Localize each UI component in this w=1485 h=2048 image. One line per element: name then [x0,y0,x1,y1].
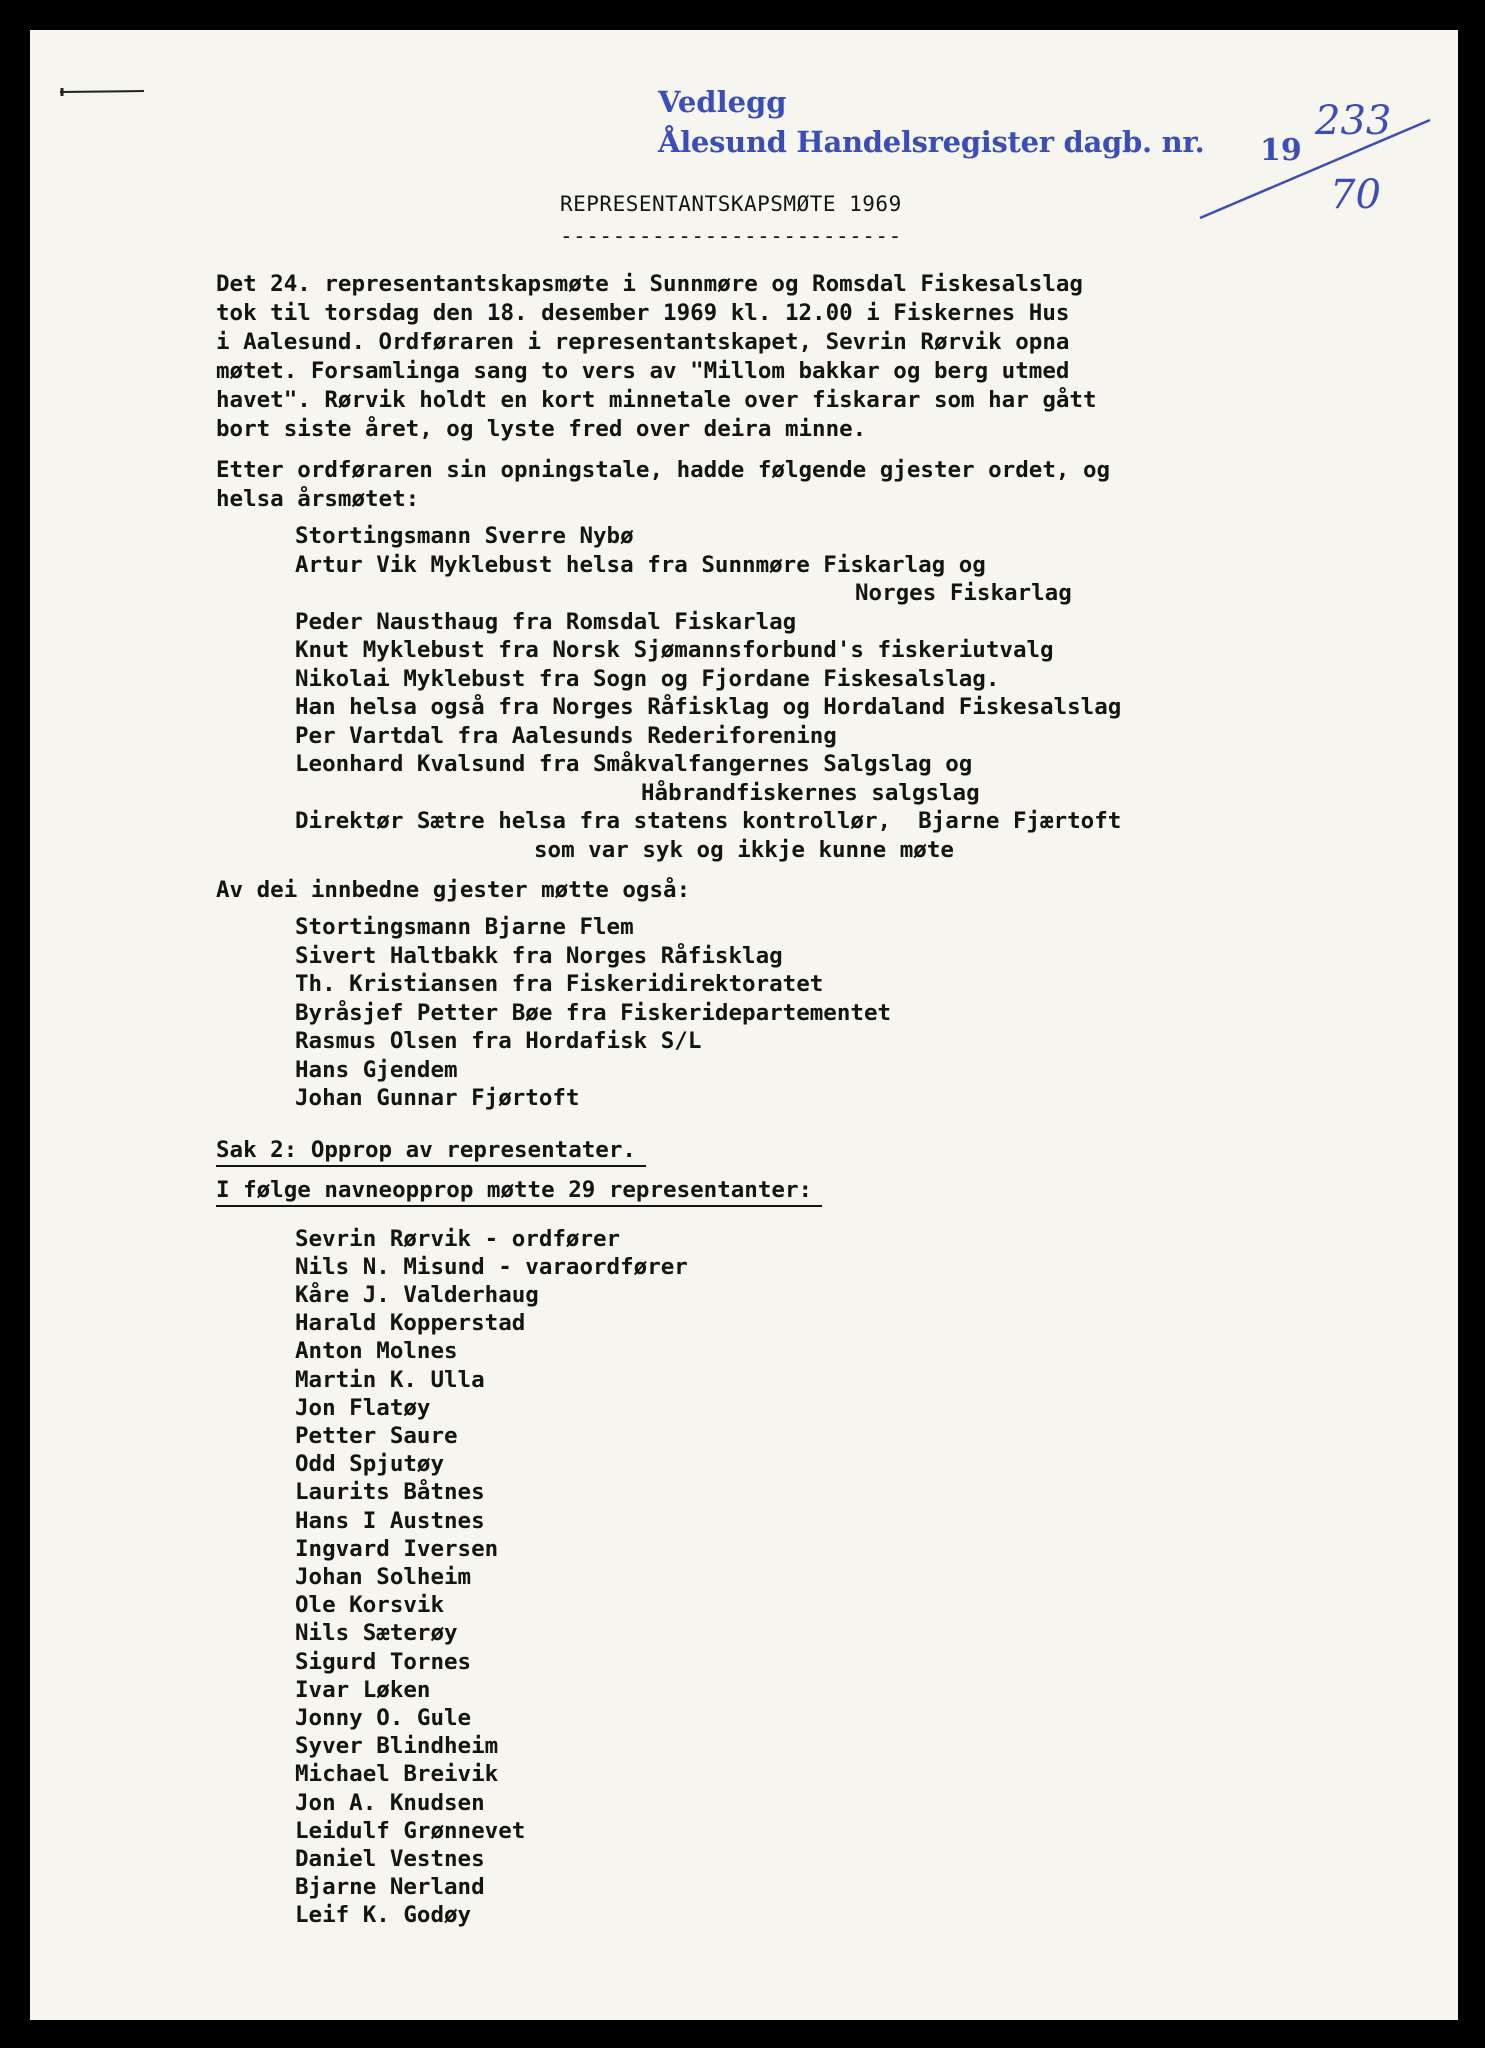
list-item: Nils Sæterøy [295,1620,458,1647]
document-title: REPRESENTANTSKAPSMØTE 1969 [560,192,902,216]
list-item: Th. Kristiansen fra Fiskeridirektoratet [295,971,824,997]
list-item: Byråsjef Petter Bøe fra Fiskeridepartementet [295,999,892,1026]
text-line: Etter ordføraren sin opningstale, hadde følgende gjester ordet, og [216,457,1111,483]
list-item: Stortingsmann Bjarne Flem [295,914,634,940]
registry-stamp [658,82,1204,162]
handwritten-journal-number [1180,68,1440,228]
list-item: Ingvard Iversen [295,1535,499,1562]
list-item: Sivert Haltbakk fra Norges Råfisklag [295,942,783,969]
list-item: Petter Saure [295,1422,458,1449]
list-item: Rasmus Olsen fra Hordafisk S/L [295,1028,702,1054]
list-item: Michael Breivik [295,1761,499,1788]
list-item: Daniel Vestnes [295,1845,485,1872]
section-heading-sak-2: Sak 2: Opprop av representater. [216,1135,646,1167]
handwritten-bottom-number: 70 [1330,172,1381,218]
list-item: Syver Blindheim [295,1733,499,1760]
list-item: Hans Gjendem [295,1056,458,1083]
list-item: Leidulf Grønnevet [295,1817,526,1844]
list-item: Harald Kopperstad [295,1310,526,1337]
list-item: Kåre J. Valderhaug [295,1281,539,1308]
list-item-continuation: som var syk og ikkje kunne møte [534,836,954,863]
list-item: Artur Vik Myklebust helsa fra Sunnmøre Fiskarlag og [295,551,986,578]
list-item: Stortingsmann Sverre Nybø [295,523,634,549]
greetings-intro [216,456,1346,514]
list-item: Sigurd Tornes [295,1648,472,1675]
list-item: Knut Myklebust fra Norsk Sjømannsforbund's fiskeriutvalg [295,637,1054,663]
text-line: helsa årsmøtet: [216,486,420,512]
document-page [30,30,1458,2020]
guests-intro: Av dei innbedne gjester møtte også: [216,877,691,903]
text-line: i Aalesund. Ordføraren i representantskapet, Sevrin Rørvik opna [216,329,1070,355]
list-item: Ivar Løken [295,1676,431,1703]
list-item: Laurits Båtnes [295,1479,485,1506]
document-body [216,270,1346,1930]
list-item: Leif K. Godøy [295,1902,472,1929]
list-item: Odd Spjutøy [295,1451,445,1478]
list-item: Peder Nausthaug fra Romsdal Fiskarlag [295,608,797,635]
stamp-line-1: Vedlegg [658,85,787,119]
list-item: Nils N. Misund - varaordfører [295,1253,688,1280]
list-item: Johan Gunnar Fjørtoft [295,1085,580,1111]
list-item: Jon Flatøy [295,1394,431,1421]
representatives-list [216,1225,1346,1930]
text-line: havet". Rørvik holdt en kort minnetale over fiskarar som har gått [216,387,1097,413]
list-item: Direktør Sætre helsa fra statens kontrollør, Bjarne Fjærtoft [295,808,1122,834]
list-item: Han helsa også fra Norges Råfisklag og Hordaland Fiskesalslag [295,694,1122,720]
list-item: Leonhard Kvalsund fra Småkvalfangernes Salgslag og [295,751,973,777]
list-item: Jonny O. Gule [295,1704,472,1731]
greeters-list [216,522,1346,864]
roll-call-heading: I følge navneopprop møtte 29 representanter: [216,1175,822,1207]
stamp-line-2: Ålesund Handelsregister dagb. nr. [658,125,1205,159]
intro-paragraph [216,270,1346,444]
guests-list [216,913,1346,1113]
text-line: tok til torsdag den 18. desember 1969 kl. 12.00 i Fiskernes Hus [216,300,1070,326]
text-line: bort siste året, og lyste fred over deira minne. [216,416,867,442]
list-item-continuation: Norges Fiskarlag [855,580,1072,606]
list-item: Anton Molnes [295,1338,458,1365]
stamp-year: 19 [1260,133,1302,168]
list-item: Per Vartdal fra Aalesunds Rederiforening [295,722,837,749]
handwritten-top-number: 233 [1315,98,1392,144]
title-underline: -------------------------- [560,224,902,248]
list-item: Hans I Austnes [295,1507,485,1534]
text-line: Det 24. representantskapsmøte i Sunnmøre og Romsdal Fiskesalslag [216,271,1083,297]
corner-tick-mark [58,82,148,102]
list-item: Johan Solheim [295,1563,472,1590]
list-item: Ole Korsvik [295,1592,445,1619]
list-item: Bjarne Nerland [295,1874,485,1901]
list-item-continuation: Håbrandfiskernes salgslag [641,779,980,806]
text-line: møtet. Forsamlinga sang to vers av "Millom bakkar og berg utmed [216,358,1070,384]
list-item: Jon A. Knudsen [295,1789,485,1816]
list-item: Sevrin Rørvik - ordfører [295,1225,621,1252]
list-item: Nikolai Myklebust fra Sogn og Fjordane Fiskesalslag. [295,665,1000,692]
list-item: Martin K. Ulla [295,1366,485,1393]
